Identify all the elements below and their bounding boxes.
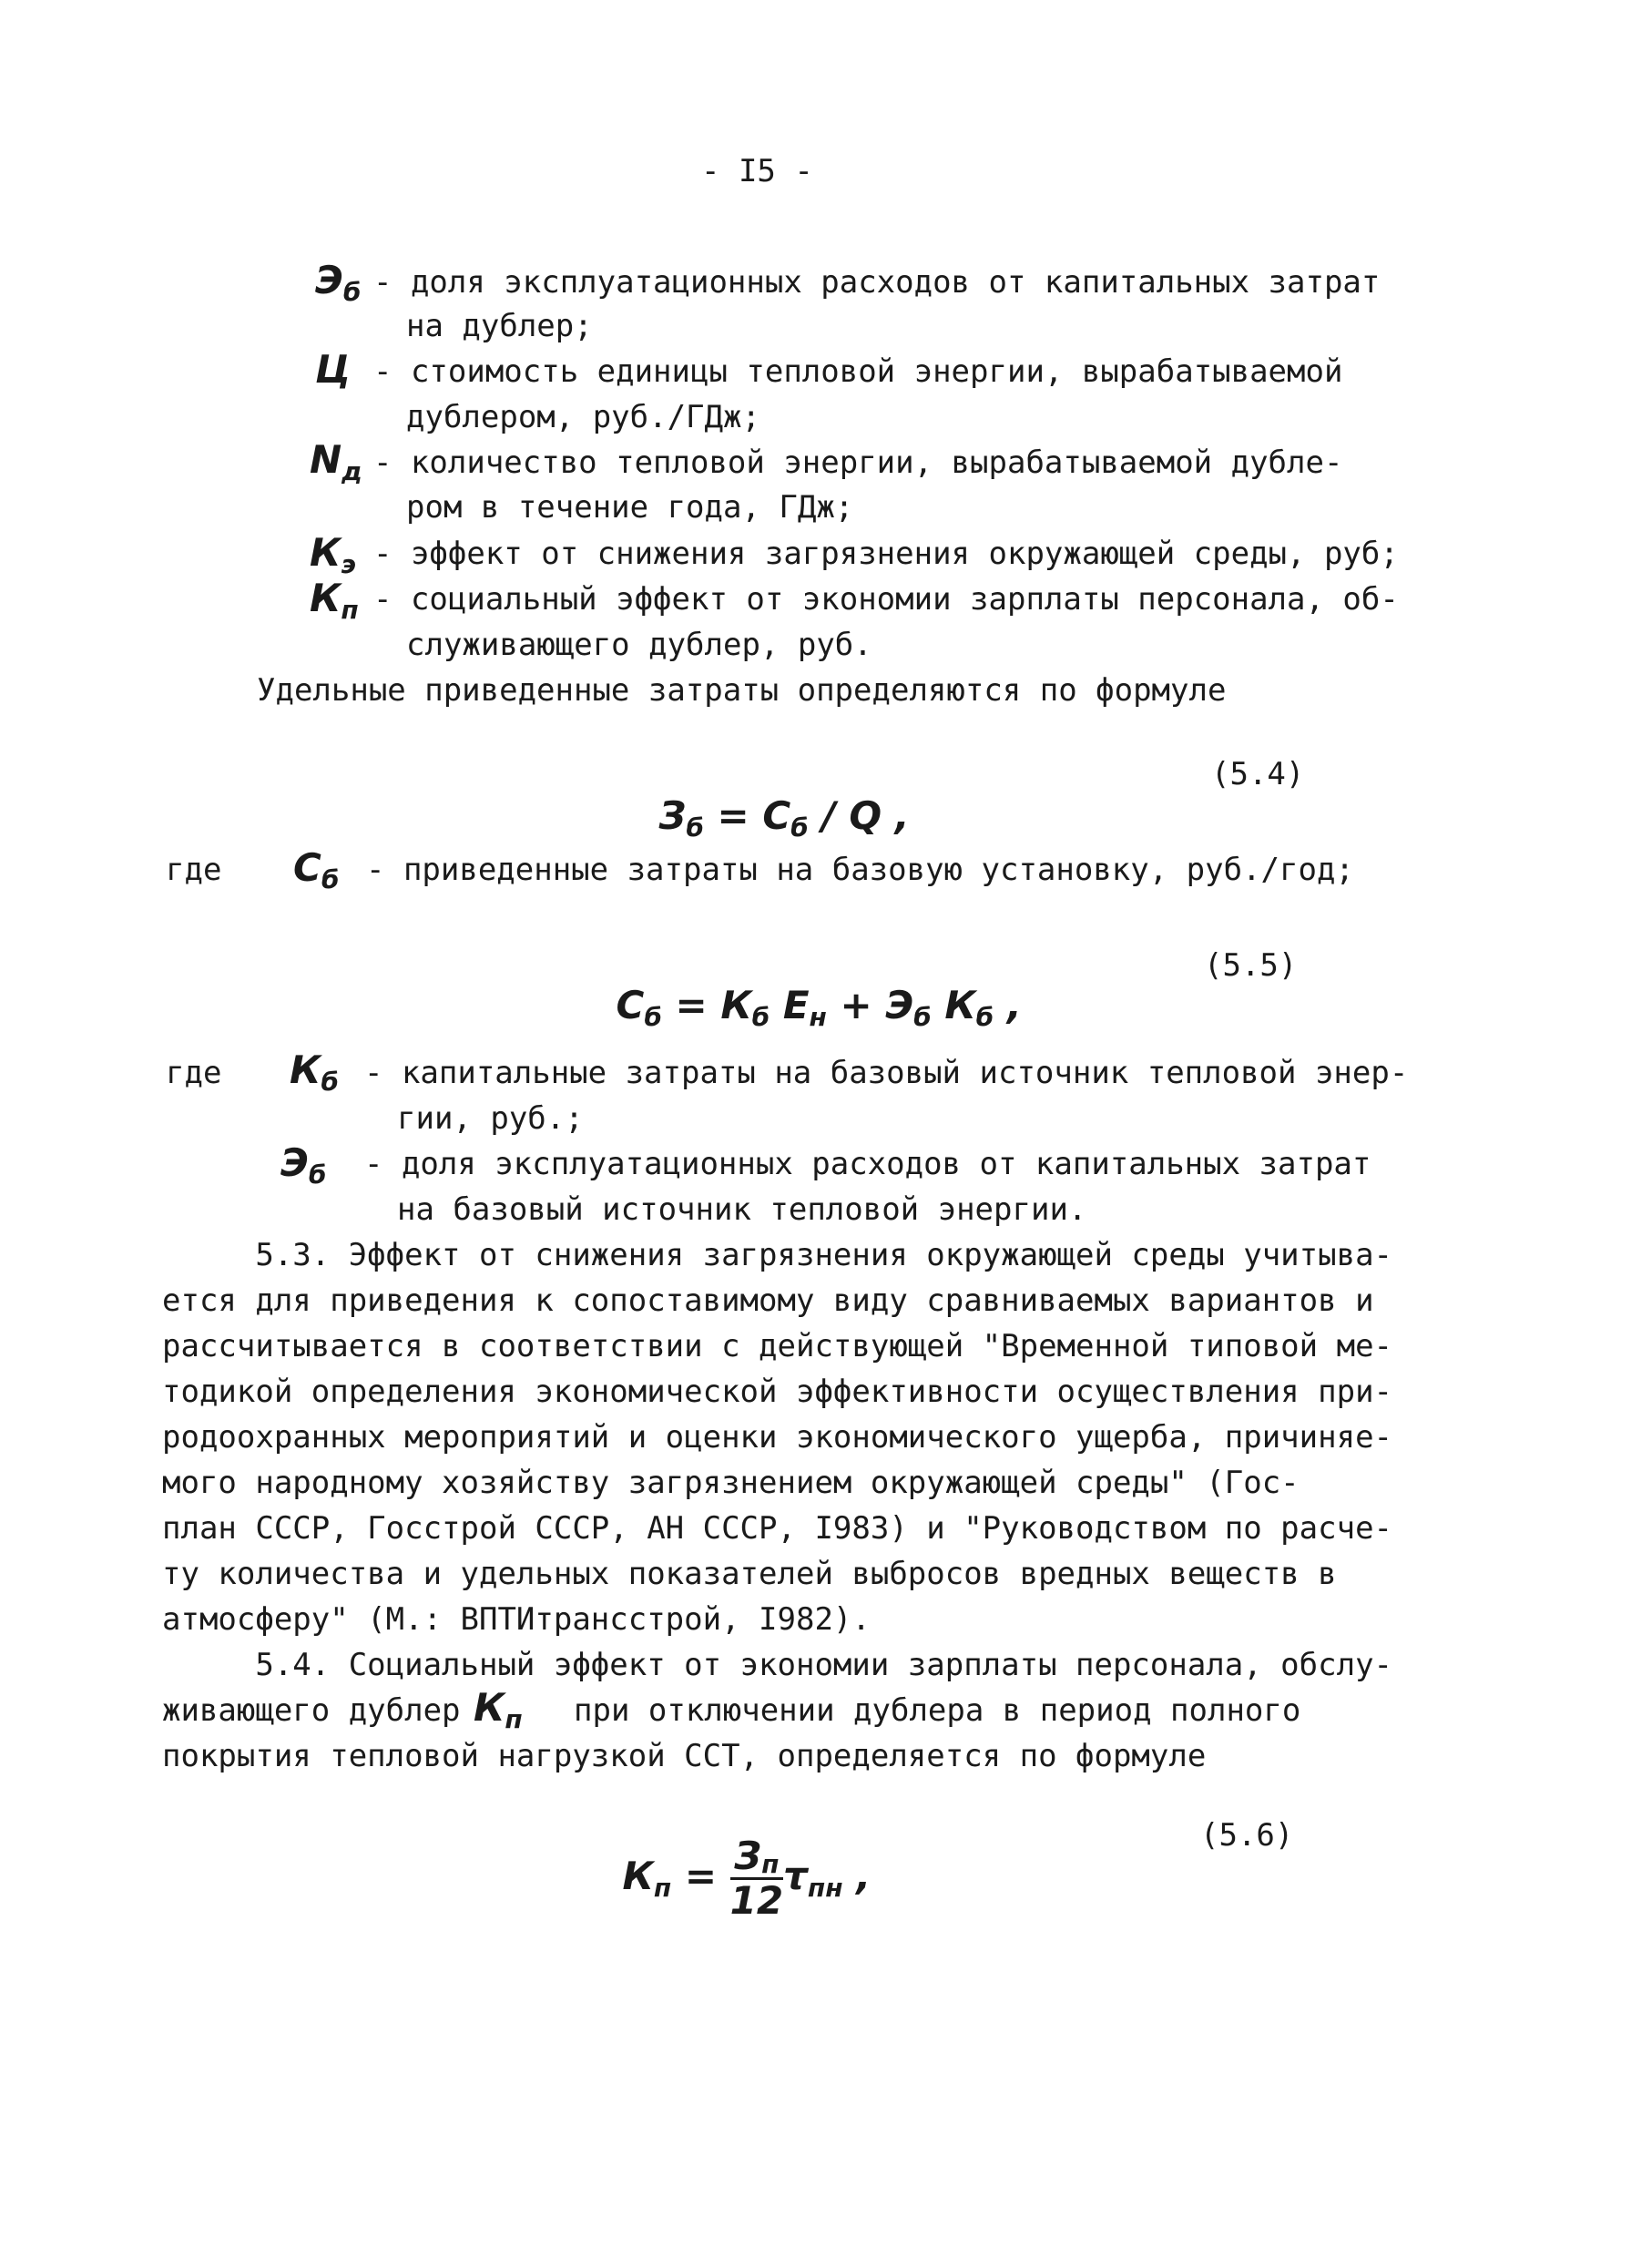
paragraph-intro-5-4: Удельные приведенные затраты определяются по формуле: [257, 672, 1227, 709]
paragraph-line: тодикой определения экономической эффективности осуществления при-: [162, 1374, 1393, 1410]
page-number: - I5 -: [701, 153, 813, 189]
paragraph-line: рассчитывается в соответствии с действующей "Временной типовой ме-: [162, 1328, 1393, 1364]
definition-line: гии, руб.;: [397, 1100, 584, 1137]
definition-line: на дублер;: [406, 308, 593, 344]
symbol-kp: Кп: [310, 576, 359, 625]
symbol-ke: Кэ: [310, 530, 356, 579]
fraction: $\frac{Зп}{12}$: [729, 1834, 784, 1923]
equation-number-5-6: (5.6): [1200, 1817, 1294, 1854]
definition-line: - приведенные затраты на базовую установку, руб./год;: [366, 852, 1354, 888]
definition-line: - эффект от снижения загрязнения окружающей среды, руб;: [373, 536, 1399, 572]
formula-5-6: Кп = $\frac{Зп}{12}$ τпн ,: [622, 1834, 872, 1923]
definition-line: на базовый источник тепловой энергии.: [397, 1191, 1087, 1228]
paragraph-line: мого народному хозяйству загрязнением окружающей среды" (Гос-: [162, 1465, 1300, 1501]
equation-number-5-4: (5.4): [1211, 756, 1305, 792]
where-word: где: [166, 852, 222, 888]
formula-5-5: Сб = Кб Ен + Эб Кб ,: [616, 983, 1022, 1032]
paragraph-line: 5.3. Эффект от снижения загрязнения окружающей среды учитыва-: [162, 1237, 1393, 1273]
symbol-ts: Ц: [315, 347, 351, 392]
paragraph-line: 5.4. Социальный эффект от экономии зарплаты персонала, обслу-: [162, 1647, 1393, 1683]
equation-number-5-5: (5.5): [1204, 947, 1298, 984]
symbol-kb: Кб: [290, 1047, 339, 1097]
definition-line: - стоимость единицы тепловой энергии, вырабатываемой: [373, 353, 1343, 390]
paragraph-line: ту количества и удельных показателей выбросов вредных веществ в: [162, 1556, 1337, 1592]
definition-line: - социальный эффект от экономии зарплаты персонала, об-: [373, 581, 1399, 618]
symbol-nd: Nд: [310, 437, 362, 486]
definition-line: служивающего дублер, руб.: [406, 627, 872, 663]
paragraph-line: родоохранных мероприятий и оценки экономического ущерба, причиняе-: [162, 1419, 1393, 1456]
paragraph-line: покрытия тепловой нагрузкой ССТ, определяется по формуле: [162, 1738, 1207, 1774]
definition-line: - доля эксплуатационных расходов от капитальных затрат: [364, 1146, 1371, 1182]
paragraph-line: живающего дублер: [162, 1692, 461, 1729]
paragraph-line: ется для приведения к сопоставимому виду сравниваемых вариантов и: [162, 1282, 1374, 1319]
paragraph-line: атмосферу" (М.: ВПТИтрансстрой, I982).: [162, 1601, 871, 1638]
paragraph-line: при отключении дублера в период полного: [574, 1692, 1301, 1729]
symbol-cb: Сб: [293, 845, 340, 894]
definition-line: - количество тепловой энергии, вырабатываемой дубле-: [373, 444, 1343, 481]
symbol-eb-2: Эб: [280, 1140, 327, 1190]
symbol-eb: Эб: [315, 258, 362, 307]
definition-line: дублером, руб./ГДж;: [406, 399, 760, 435]
where-word: где: [166, 1055, 222, 1091]
paragraph-line: план СССР, Госстрой СССР, АН СССР, I983) и "Руководством по расче-: [162, 1510, 1393, 1547]
definition-line: - капитальные затраты на базовый источник тепловой энер-: [364, 1055, 1409, 1091]
formula-5-4: Зб = Сб / Q ,: [658, 793, 910, 843]
definition-line: - доля эксплуатационных расходов от капитальных затрат: [373, 264, 1381, 301]
symbol-kp-inline: Кп: [474, 1685, 523, 1734]
definition-line: ром в течение года, ГДж;: [406, 489, 854, 526]
